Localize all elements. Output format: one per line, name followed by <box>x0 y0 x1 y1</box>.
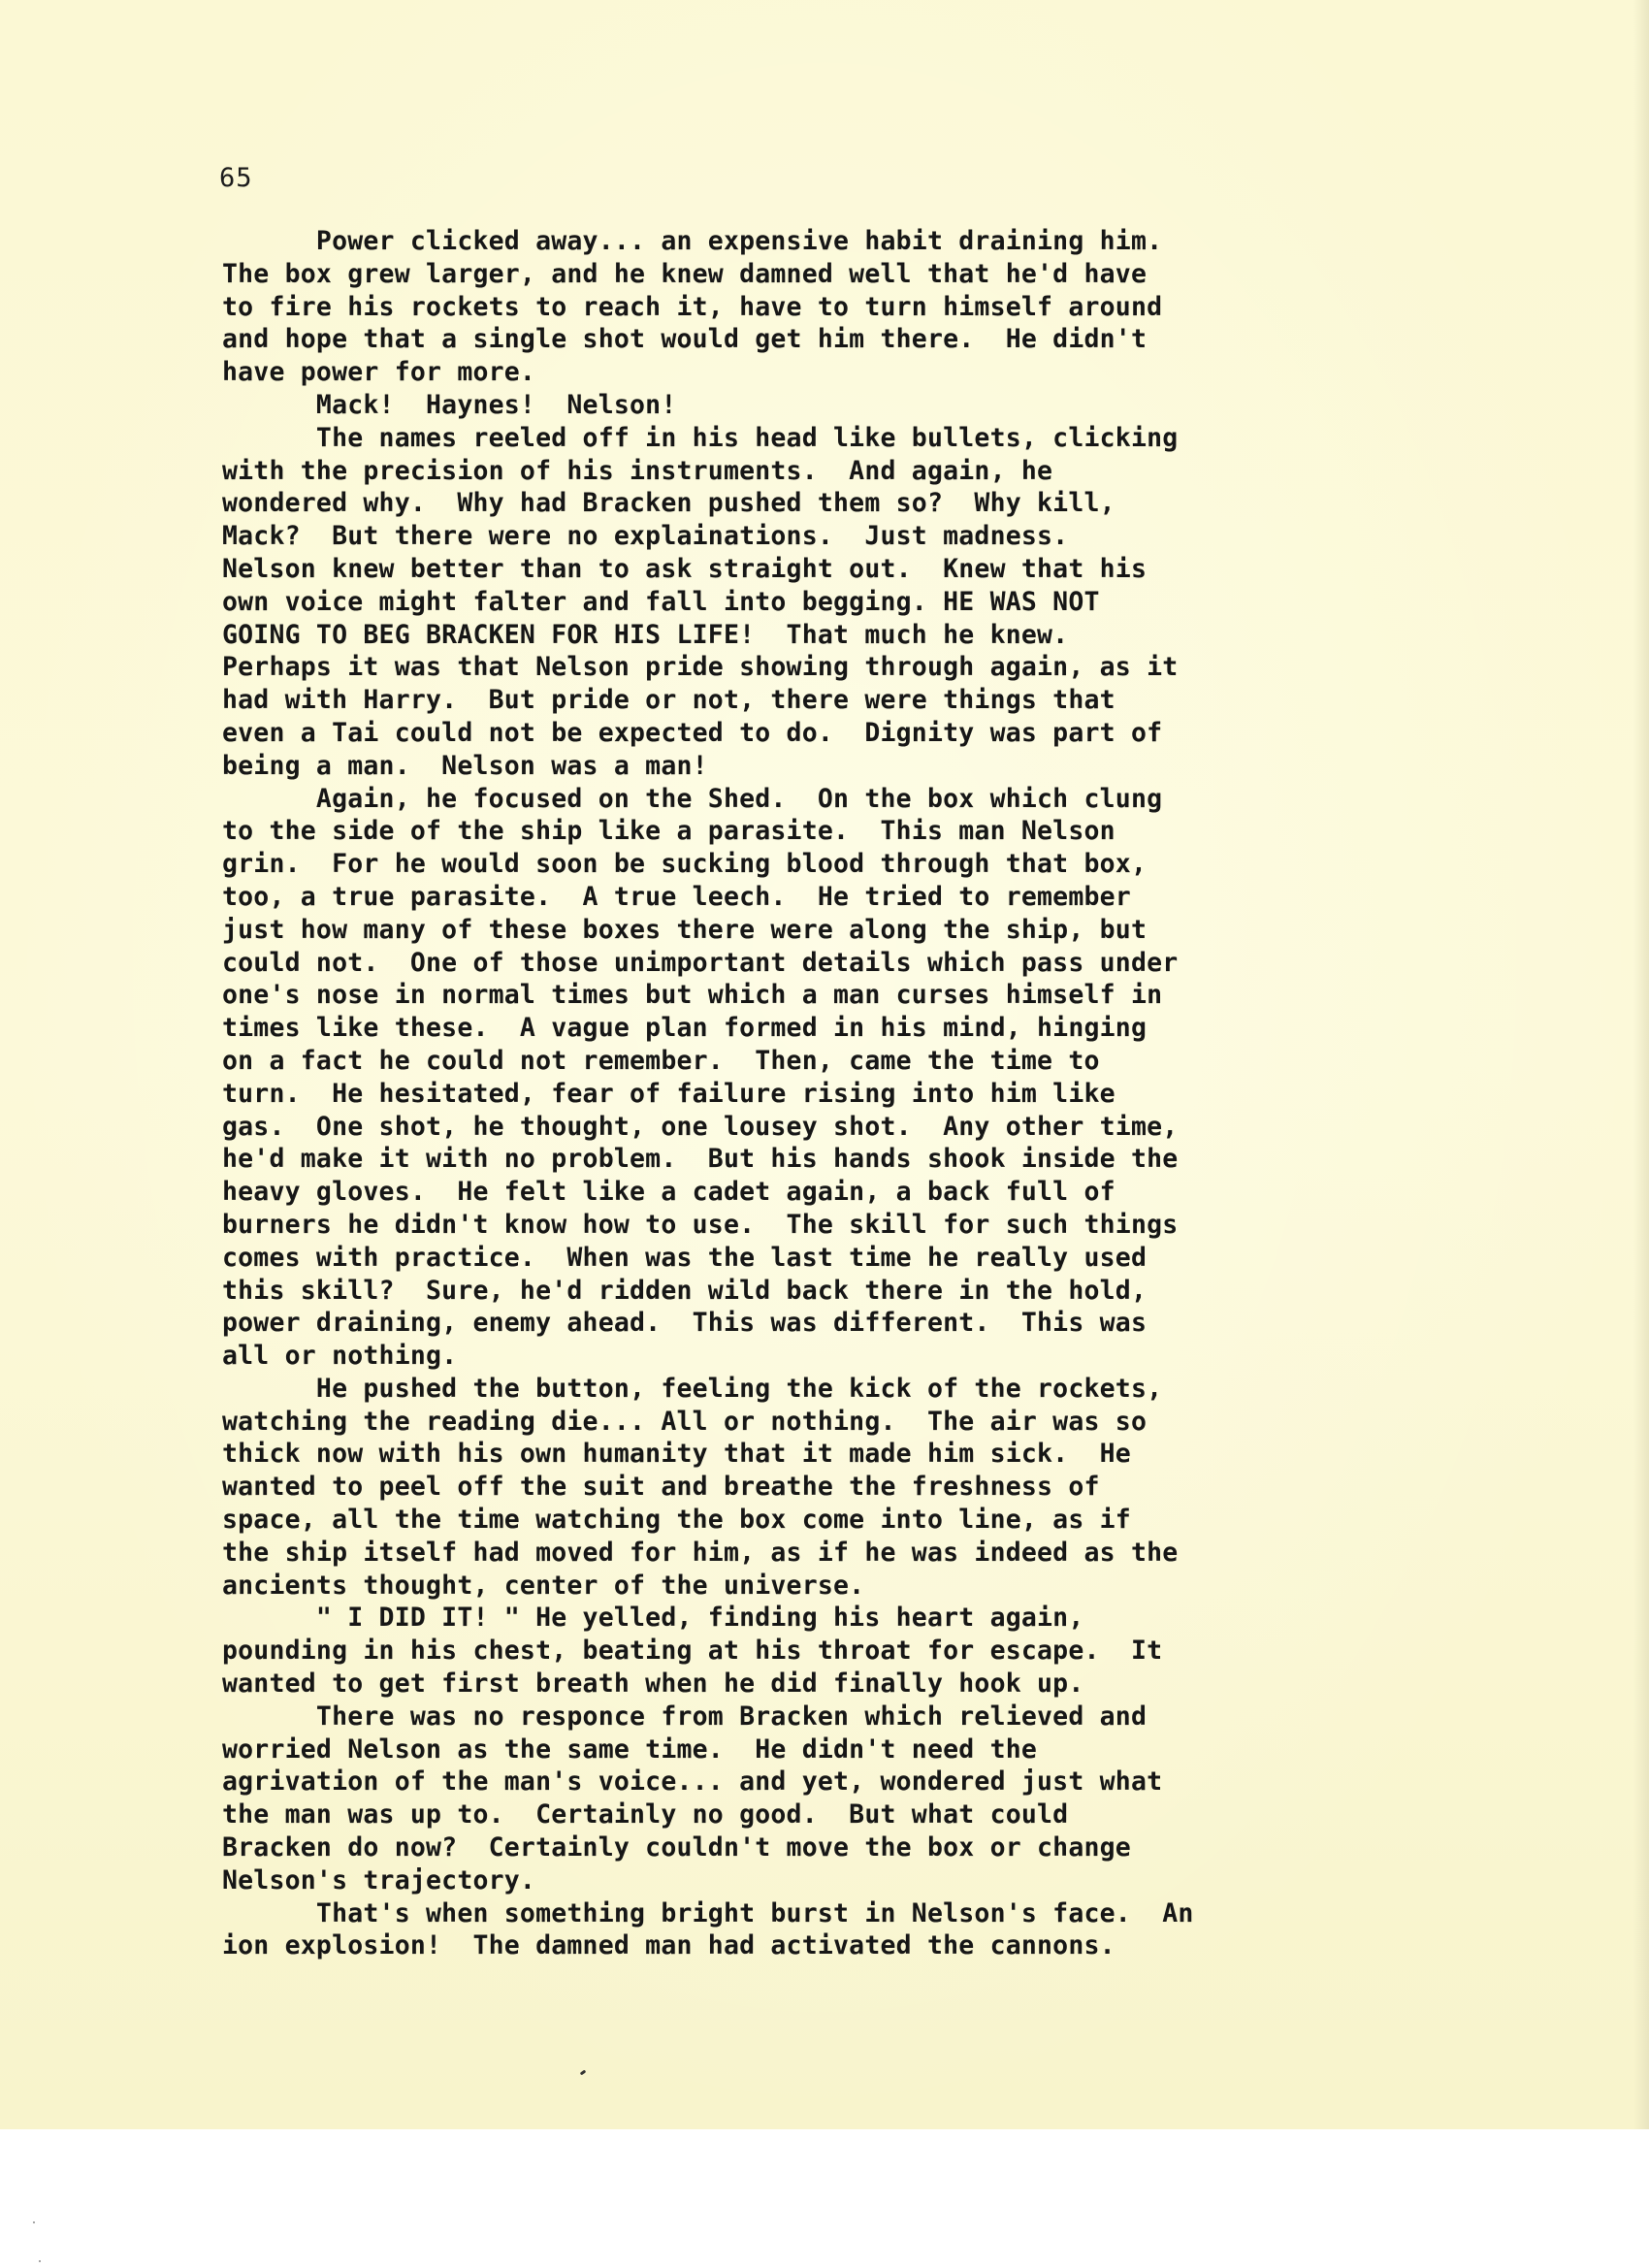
text-line: power draining, enemy ahead. This was different. This was <box>222 1308 1148 1339</box>
text-line: pounding in his chest, beating at his throat for escape. It <box>222 1636 1163 1667</box>
text-line: burners he didn't know how to use. The skill for such things <box>222 1209 1179 1240</box>
text-line: Perhaps it was that Nelson pride showing through again, as it <box>222 652 1179 683</box>
text-line: had with Harry. But pride or not, there were things that <box>222 685 1116 716</box>
text-line: Nelson knew better than to ask straight out. Knew that his <box>222 553 1148 584</box>
text-line: watching the reading die... All or nothing. The air was so <box>222 1406 1148 1437</box>
dust-speck <box>39 2260 41 2262</box>
text-line: agrivation of the man's voice... and yet, wondered just what <box>222 1766 1163 1798</box>
text-line: the ship itself had moved for him, as if he was indeed as the <box>222 1537 1179 1568</box>
text-line: times like these. A vague plan formed in his mind, hinging <box>222 1013 1148 1044</box>
text-line: Mack? But there were no explainations. Just madness. <box>222 521 1069 552</box>
text-line: own voice might falter and fall into begging. HE WAS NOT <box>222 586 1100 617</box>
text-line: Mack! Haynes! Nelson! <box>222 389 677 420</box>
text-line: and hope that a single shot would get him there. He didn't <box>222 324 1148 355</box>
text-line: He pushed the button, feeling the kick of the rockets, <box>222 1373 1163 1404</box>
text-line: thick now with his own humanity that it made him sick. He <box>222 1439 1131 1470</box>
text-line: could not. One of those unimportant details which pass under <box>222 947 1179 978</box>
text-line: wanted to get first breath when he did finally hook up. <box>222 1669 1084 1700</box>
page-number: 65 <box>219 163 253 193</box>
text-line: turn. He hesitated, fear of failure rising into him like <box>222 1078 1116 1109</box>
text-line: this skill? Sure, he'd ridden wild back there in the hold, <box>222 1275 1148 1306</box>
text-line: on a fact he could not remember. Then, came the time to <box>222 1045 1100 1076</box>
text-line: too, a true parasite. A true leech. He tried to remember <box>222 881 1131 912</box>
text-line: wanted to peel off the suit and breathe the freshness of <box>222 1472 1100 1503</box>
text-line: The box grew larger, and he knew damned well that he'd have <box>222 258 1148 289</box>
text-line: Nelson's trajectory. <box>222 1864 536 1895</box>
text-line: grin. For he would soon be sucking blood through that box, <box>222 849 1148 880</box>
text-line: The names reeled off in his head like bullets, clicking <box>222 422 1179 453</box>
text-line: to fire his rockets to reach it, have to turn himself around <box>222 291 1163 322</box>
text-line: space, all the time watching the box come into line, as if <box>222 1505 1131 1536</box>
text-line: ion explosion! The damned man had activated the cannons. <box>222 1930 1116 1961</box>
text-line: to the side of the ship like a parasite. This man Nelson <box>222 816 1116 847</box>
text-line: worried Nelson as the same time. He didn't need the <box>222 1733 1038 1765</box>
text-line: have power for more. <box>222 357 536 388</box>
text-line: even a Tai could not be expected to do. Dignity was part of <box>222 717 1163 748</box>
text-line: one's nose in normal times but which a man curses himself in <box>222 980 1163 1011</box>
body-text <box>222 225 1435 1962</box>
text-line: There was no responce from Bracken which relieved and <box>222 1701 1148 1732</box>
text-line: being a man. Nelson was a man! <box>222 750 708 781</box>
text-line: gas. One shot, he thought, one lousey shot. Any other time, <box>222 1111 1179 1142</box>
text-line: That's when something bright burst in Nelson's face. An <box>222 1897 1194 1928</box>
text-line: heavy gloves. He felt like a cadet again, a back full of <box>222 1177 1116 1208</box>
text-line: the man was up to. Certainly no good. But what could <box>222 1799 1069 1831</box>
paper-edge <box>1633 0 1649 2129</box>
text-line: " I DID IT! " He yelled, finding his heart again, <box>222 1603 1084 1634</box>
text-line: just how many of these boxes there were along the ship, but <box>222 914 1148 945</box>
text-line: he'd make it with no problem. But his hands shook inside the <box>222 1144 1179 1175</box>
text-line: Bracken do now? Certainly couldn't move the box or change <box>222 1832 1131 1863</box>
dust-speck <box>33 2221 35 2223</box>
text-line: comes with practice. When was the last time he really used <box>222 1242 1148 1273</box>
text-line: Again, he focused on the Shed. On the box which clung <box>222 783 1163 814</box>
text-line: wondered why. Why had Bracken pushed them so? Why kill, <box>222 488 1116 519</box>
text-line: with the precision of his instruments. And again, he <box>222 455 1053 486</box>
text-line: GOING TO BEG BRACKEN FOR HIS LIFE! That much he knew. <box>222 619 1069 650</box>
text-line: Power clicked away... an expensive habit draining him. <box>222 226 1163 256</box>
text-line: ancients thought, center of the universe. <box>222 1570 865 1601</box>
text-line: all or nothing. <box>222 1341 458 1372</box>
